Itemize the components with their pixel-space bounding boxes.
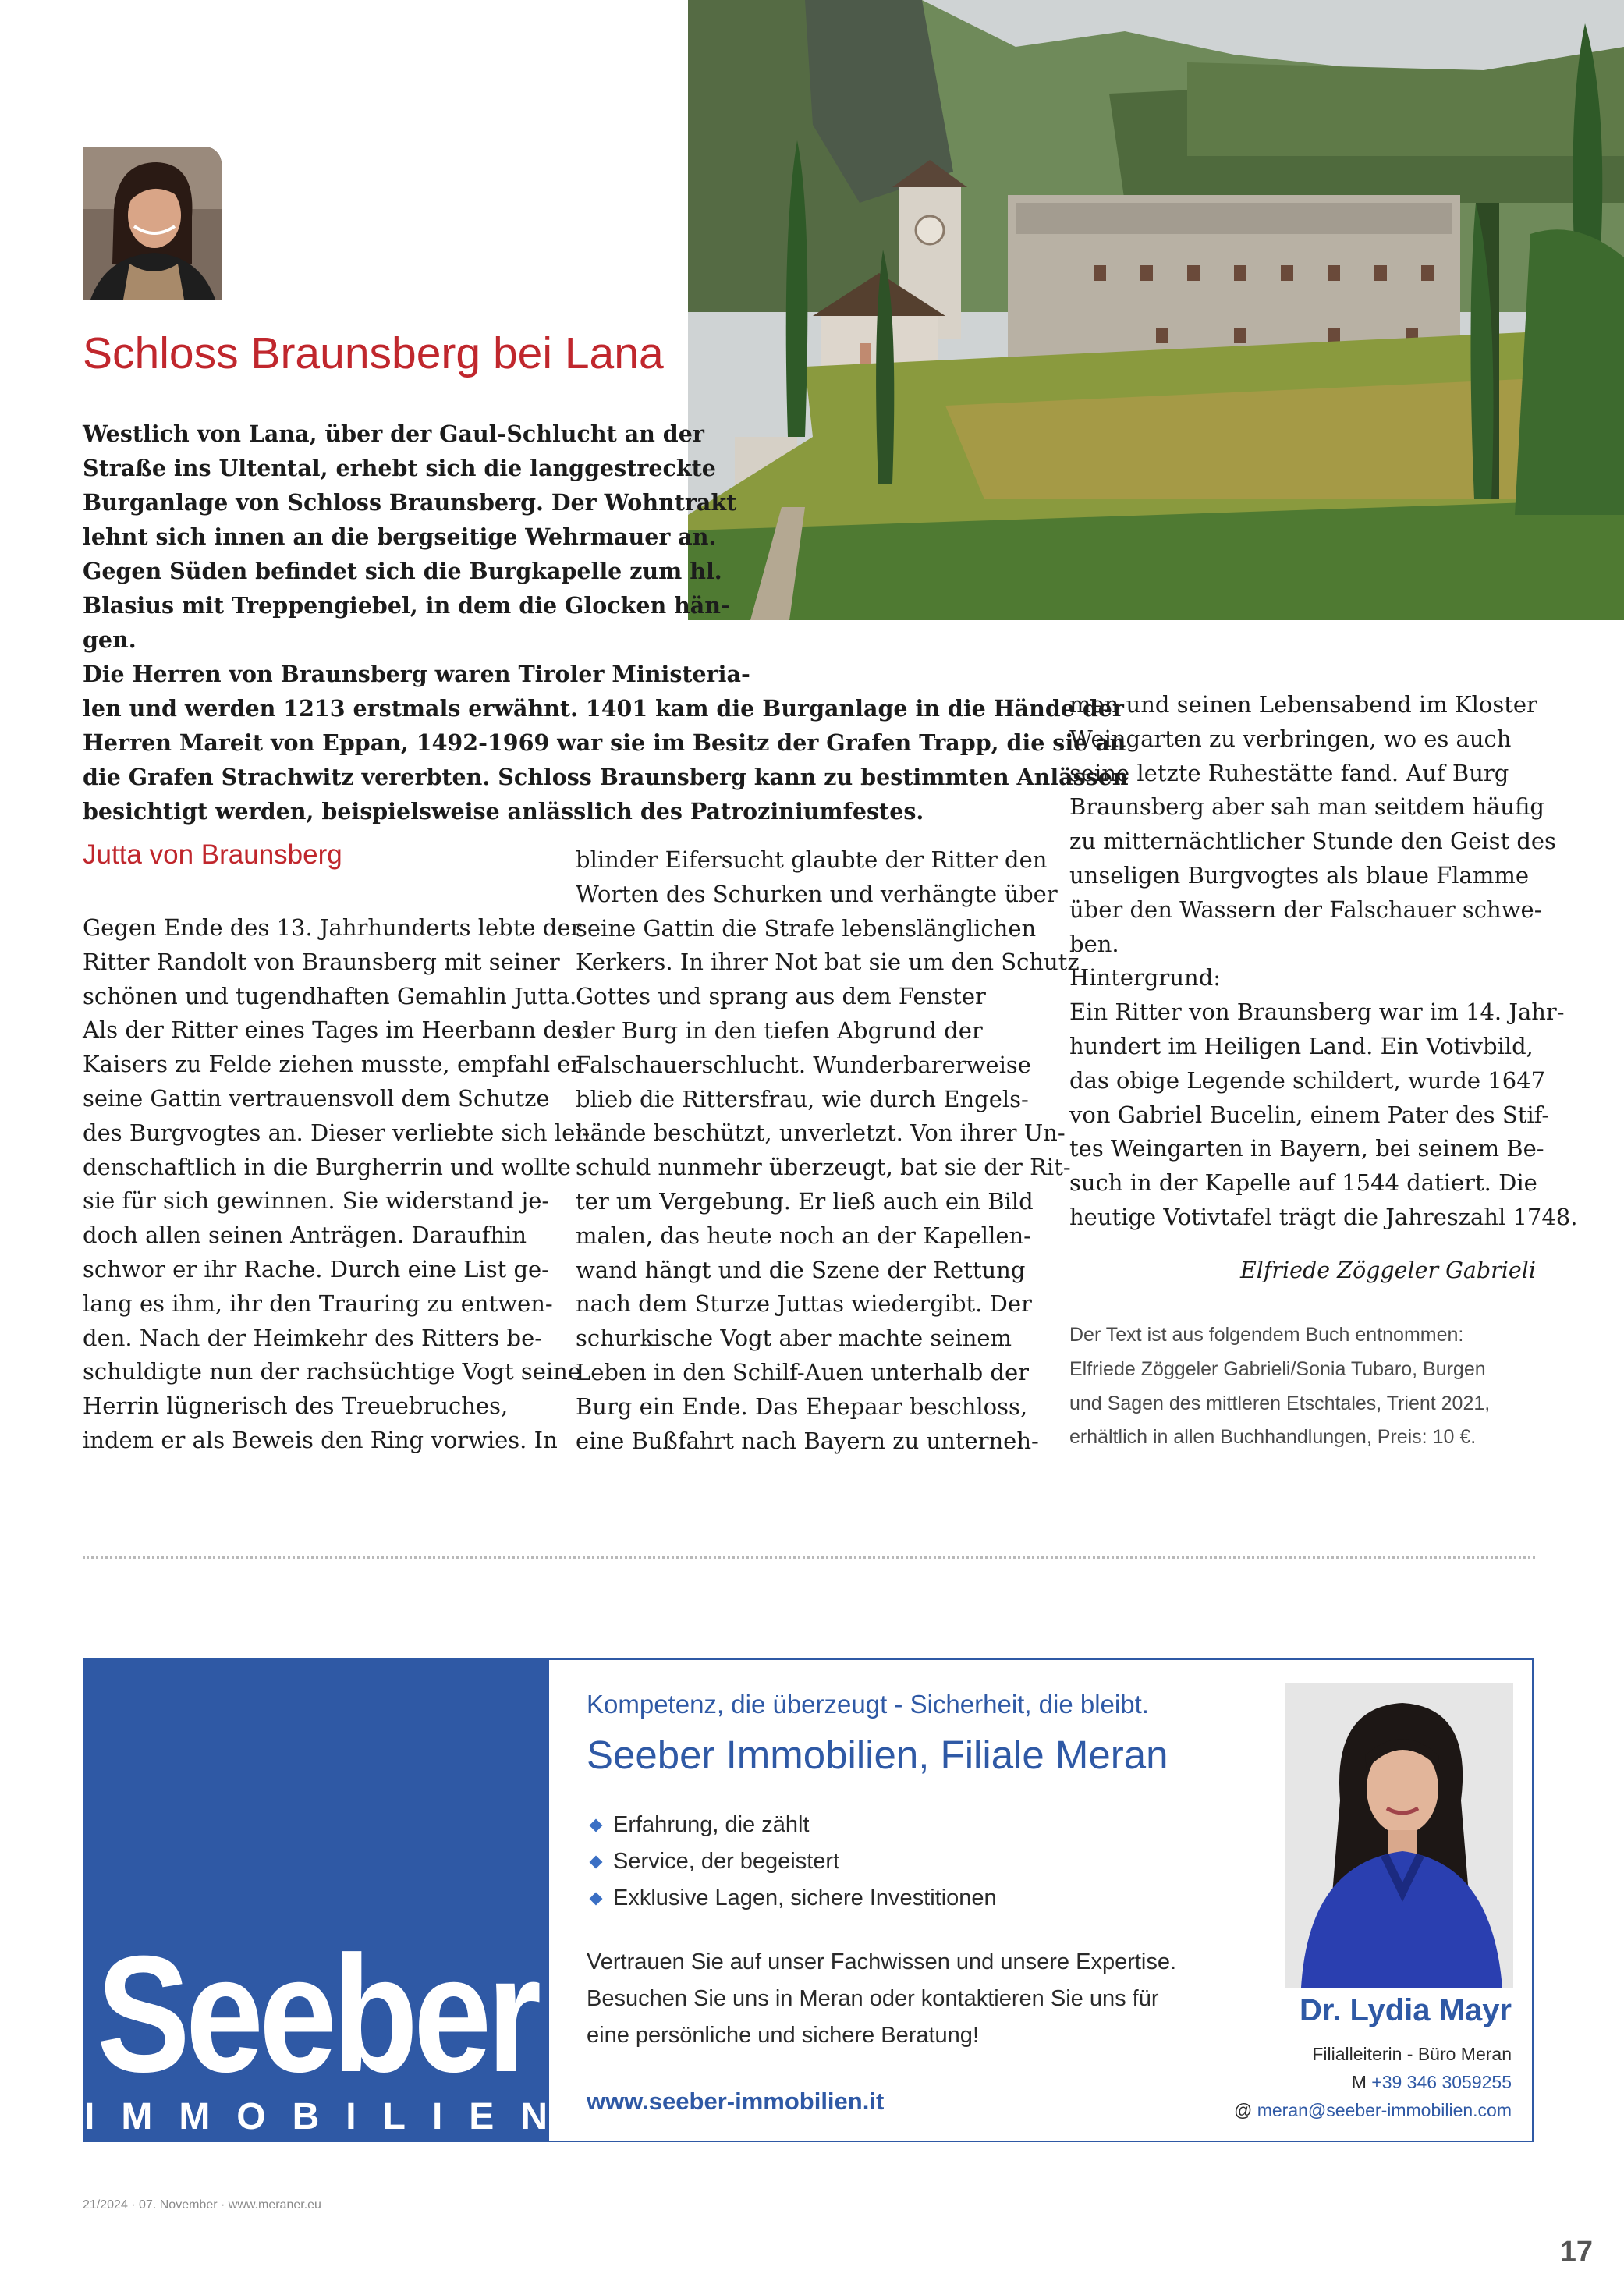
phone-label: M: [1351, 2072, 1367, 2092]
agent-email[interactable]: meran@seeber-immobilien.com: [1257, 2100, 1512, 2120]
email-icon: @: [1233, 2100, 1253, 2120]
text-line: schuldigte nun der rachsüchtige Vogt seine: [83, 1358, 582, 1385]
text-line: Worten des Schurken und verhängte über: [576, 880, 1058, 907]
lead-line: gen.: [83, 626, 137, 653]
text-line: von Gabriel Bucelin, einem Pater des Stif-: [1069, 1101, 1550, 1128]
text-line: Kerkers. In ihrer Not bat sie um den Schutz: [576, 949, 1080, 976]
text-line: Gottes und sprang aus dem Fenster: [576, 983, 986, 1010]
text-line: des Burgvogtes an. Dieser verliebte sich lei-: [83, 1119, 590, 1146]
text-line: doch allen seinen Anträgen. Daraufhin: [83, 1222, 527, 1249]
text-line: ben.: [1069, 930, 1119, 957]
author-signature: Elfriede Zöggeler Gabrieli: [1239, 1258, 1536, 1283]
text-line: ter um Vergebung. Er ließ auch ein Bild: [576, 1187, 1034, 1215]
text-line: Weingarten zu verbringen, wo es auch: [1069, 725, 1512, 752]
text-line: seine Gattin die Strafe lebenslänglichen: [576, 914, 1037, 942]
list-item: [587, 1807, 997, 1843]
seeber-logo: [84, 1660, 574, 2141]
text-line: unseligen Burgvogtes als blaue Flamme: [1069, 861, 1530, 889]
text-line: Gegen Ende des 13. Jahrhunderts lebte der: [83, 914, 582, 941]
source-note: [1069, 1318, 1490, 1455]
text-column-2: [576, 843, 1080, 1458]
text-line: Ritter Randolt von Braunsberg mit seiner: [83, 948, 560, 975]
text-line: schwor er ihr Rache. Durch eine List ge-: [83, 1255, 549, 1282]
text-line: nach dem Sturze Juttas wiedergibt. Der: [576, 1290, 1032, 1318]
text-line: blieb die Rittersfrau, wie durch Engels-: [576, 1085, 1029, 1112]
dotted-divider: [83, 1556, 1535, 1559]
ad-body-line: eine persönliche und sichere Beratung!: [587, 2023, 979, 2048]
text-line: schönen und tugendhaften Gemahlin Jutta.: [83, 982, 577, 1009]
text-line: Leben in den Schilf-Auen unterhalb der: [576, 1358, 1029, 1385]
lead-line: Blasius mit Treppengiebel, in dem die Glocken hän-: [83, 592, 730, 619]
list-item-label: Exklusive Lagen, sichere Investitionen: [613, 1885, 997, 1910]
source-line: Elfriede Zöggeler Gabrieli/Sonia Tubaro, Burgen: [1069, 1357, 1486, 1380]
issue-footer: 21/2024 · 07. November · www.meraner.eu: [83, 2198, 321, 2212]
ad-website-link[interactable]: www.seeber-immobilien.it: [587, 2088, 885, 2115]
text-line: über den Wassern der Falschauer schwe-: [1069, 896, 1542, 923]
text-line: Falschauerschlucht. Wunderbarerweise: [576, 1051, 1031, 1078]
text-line: Ein Ritter von Braunsberg war im 14. Jahr-: [1069, 999, 1565, 1026]
text-line: seine letzte Ruhestätte fand. Auf Burg: [1069, 759, 1509, 786]
lead-line: Straße ins Ultental, erhebt sich die langgestreckte: [83, 455, 716, 481]
text-line: Als der Ritter eines Tages im Heerbann des: [83, 1016, 583, 1044]
text-line: lang es ihm, ihr den Trauring zu entwen-: [83, 1289, 553, 1317]
agent-phone-row: [1122, 2072, 1512, 2093]
agent-role: Filialleiterin - Büro Meran: [1312, 2044, 1512, 2064]
lead-line: Die Herren von Braunsberg waren Tiroler Ministeria-: [83, 661, 750, 687]
logo-subtitle: IMMOBILIEN: [84, 2096, 574, 2137]
diamond-bullet-icon: [590, 1855, 603, 1868]
text-line: malen, das heute noch an der Kapellen-: [576, 1222, 1031, 1249]
article-lead: [83, 417, 1129, 828]
text-line: denschaftlich in die Burgherrin und wollte: [83, 1153, 571, 1180]
ad-slogan: Kompetenz, die überzeugt - Sicherheit, die bleibt.: [587, 1690, 1149, 1719]
list-item-label: Service, der begeistert: [613, 1849, 840, 1874]
lead-line: Westlich von Lana, über der Gaul-Schlucht an der: [83, 420, 704, 447]
agent-photo: [1285, 1683, 1513, 1988]
text-line: tes Weingarten in Bayern, bei seinem Be-: [1069, 1135, 1544, 1162]
text-line: such in der Kapelle auf 1544 datiert. Die: [1069, 1169, 1537, 1197]
lead-line: lehnt sich innen an die bergseitige Wehrmauer an.: [83, 523, 717, 550]
text-line: heutige Votivtafel trägt die Jahreszahl 1748.: [1069, 1203, 1578, 1230]
source-line: Der Text ist aus folgendem Buch entnommen:: [1069, 1324, 1464, 1346]
diamond-bullet-icon: [590, 1818, 603, 1832]
ad-body-line: Vertrauen Sie auf unser Fachwissen und unsere Expertise.: [587, 1949, 1177, 1974]
text-line: eine Bußfahrt nach Bayern zu unterneh-: [576, 1427, 1039, 1454]
text-line: hundert im Heiligen Land. Ein Votivbild,: [1069, 1032, 1534, 1059]
source-line: erhältlich in allen Buchhandlungen, Preis: 10 €.: [1069, 1426, 1477, 1449]
source-line: und Sagen des mittleren Etschtales, Trient 2021,: [1069, 1392, 1491, 1414]
lead-line: besichtigt werden, beispielsweise anlässlich des Patroziniumfestes.: [83, 798, 924, 825]
text-line: Braunsberg aber sah man seitdem häufig: [1069, 793, 1544, 821]
text-line: den. Nach der Heimkehr des Ritters be-: [83, 1324, 543, 1351]
logo-wordmark: Seeber: [96, 1921, 537, 2107]
text-line: Kaisers zu Felde ziehen musste, empfahl er: [83, 1051, 582, 1078]
ad-headline: Seeber Immobilien, Filiale Meran: [587, 1733, 1168, 1777]
ad-body: [587, 1944, 1176, 2054]
text-line: men und seinen Lebensabend im Kloster: [1069, 691, 1537, 718]
diamond-bullet-icon: [590, 1892, 603, 1905]
text-line: sie für sich gewinnen. Sie widerstand je-: [83, 1187, 550, 1215]
text-line: indem er als Beweis den Ring vorwies. In: [83, 1426, 558, 1453]
list-item: [587, 1843, 997, 1880]
text-column-1: [83, 911, 590, 1458]
text-line: blinder Eifersucht glaubte der Ritter den: [576, 846, 1048, 873]
text-line: schurkische Vogt aber machte seinem: [576, 1325, 1012, 1352]
list-item: [587, 1880, 997, 1917]
text-line: hände beschützt, unverletzt. Von ihrer Un-: [576, 1119, 1066, 1147]
lead-line: die Grafen Strachwitz vererbten. Schloss Braunsberg kann zu bestimmten Anlässen: [83, 764, 1129, 790]
ad-bullet-list: [587, 1807, 997, 1917]
text-line: das obige Legende schildert, wurde 1647: [1069, 1066, 1546, 1094]
text-line: der Burg in den tiefen Abgrund der: [576, 1016, 983, 1044]
agent-email-row: [1122, 2100, 1512, 2121]
page-number: 17: [1559, 2236, 1593, 2269]
section-subheading: Jutta von Braunsberg: [83, 839, 342, 870]
ad-body-line: Besuchen Sie uns in Meran oder kontaktieren Sie uns für: [587, 1986, 1159, 2011]
text-line: schuld nunmehr überzeugt, bat sie der Rit-: [576, 1154, 1071, 1181]
lead-line: Herren Mareit von Eppan, 1492-1969 war sie im Besitz der Grafen Trapp, die sie an: [83, 729, 1126, 756]
text-column-3: [1069, 688, 1578, 1235]
advertisement: [83, 1658, 1534, 2142]
list-item-label: Erfahrung, die zählt: [613, 1812, 810, 1837]
lead-line: Burganlage von Schloss Braunsberg. Der Wohntrakt: [83, 489, 737, 516]
text-line: Burg ein Ende. Das Ehepaar beschloss,: [576, 1392, 1028, 1420]
text-line: Hintergrund:: [1069, 964, 1222, 992]
text-line: seine Gattin vertrauensvoll dem Schutze: [83, 1084, 550, 1112]
agent-phone[interactable]: +39 346 3059255: [1371, 2072, 1512, 2092]
agent-name: Dr. Lydia Mayr: [1300, 1993, 1512, 2027]
text-line: Herrin lügnerisch des Treuebruches,: [83, 1392, 509, 1420]
lead-line: Gegen Süden befindet sich die Burgkapelle zum hl.: [83, 558, 722, 584]
lead-line: len und werden 1213 erstmals erwähnt. 1401 kam die Burganlage in die Hände der: [83, 695, 1124, 722]
article-title: Schloss Braunsberg bei Lana: [83, 328, 664, 378]
author-photo: [83, 147, 222, 300]
text-line: wand hängt und die Szene der Rettung: [576, 1256, 1026, 1283]
text-line: zu mitternächtlicher Stunde den Geist des: [1069, 828, 1556, 855]
